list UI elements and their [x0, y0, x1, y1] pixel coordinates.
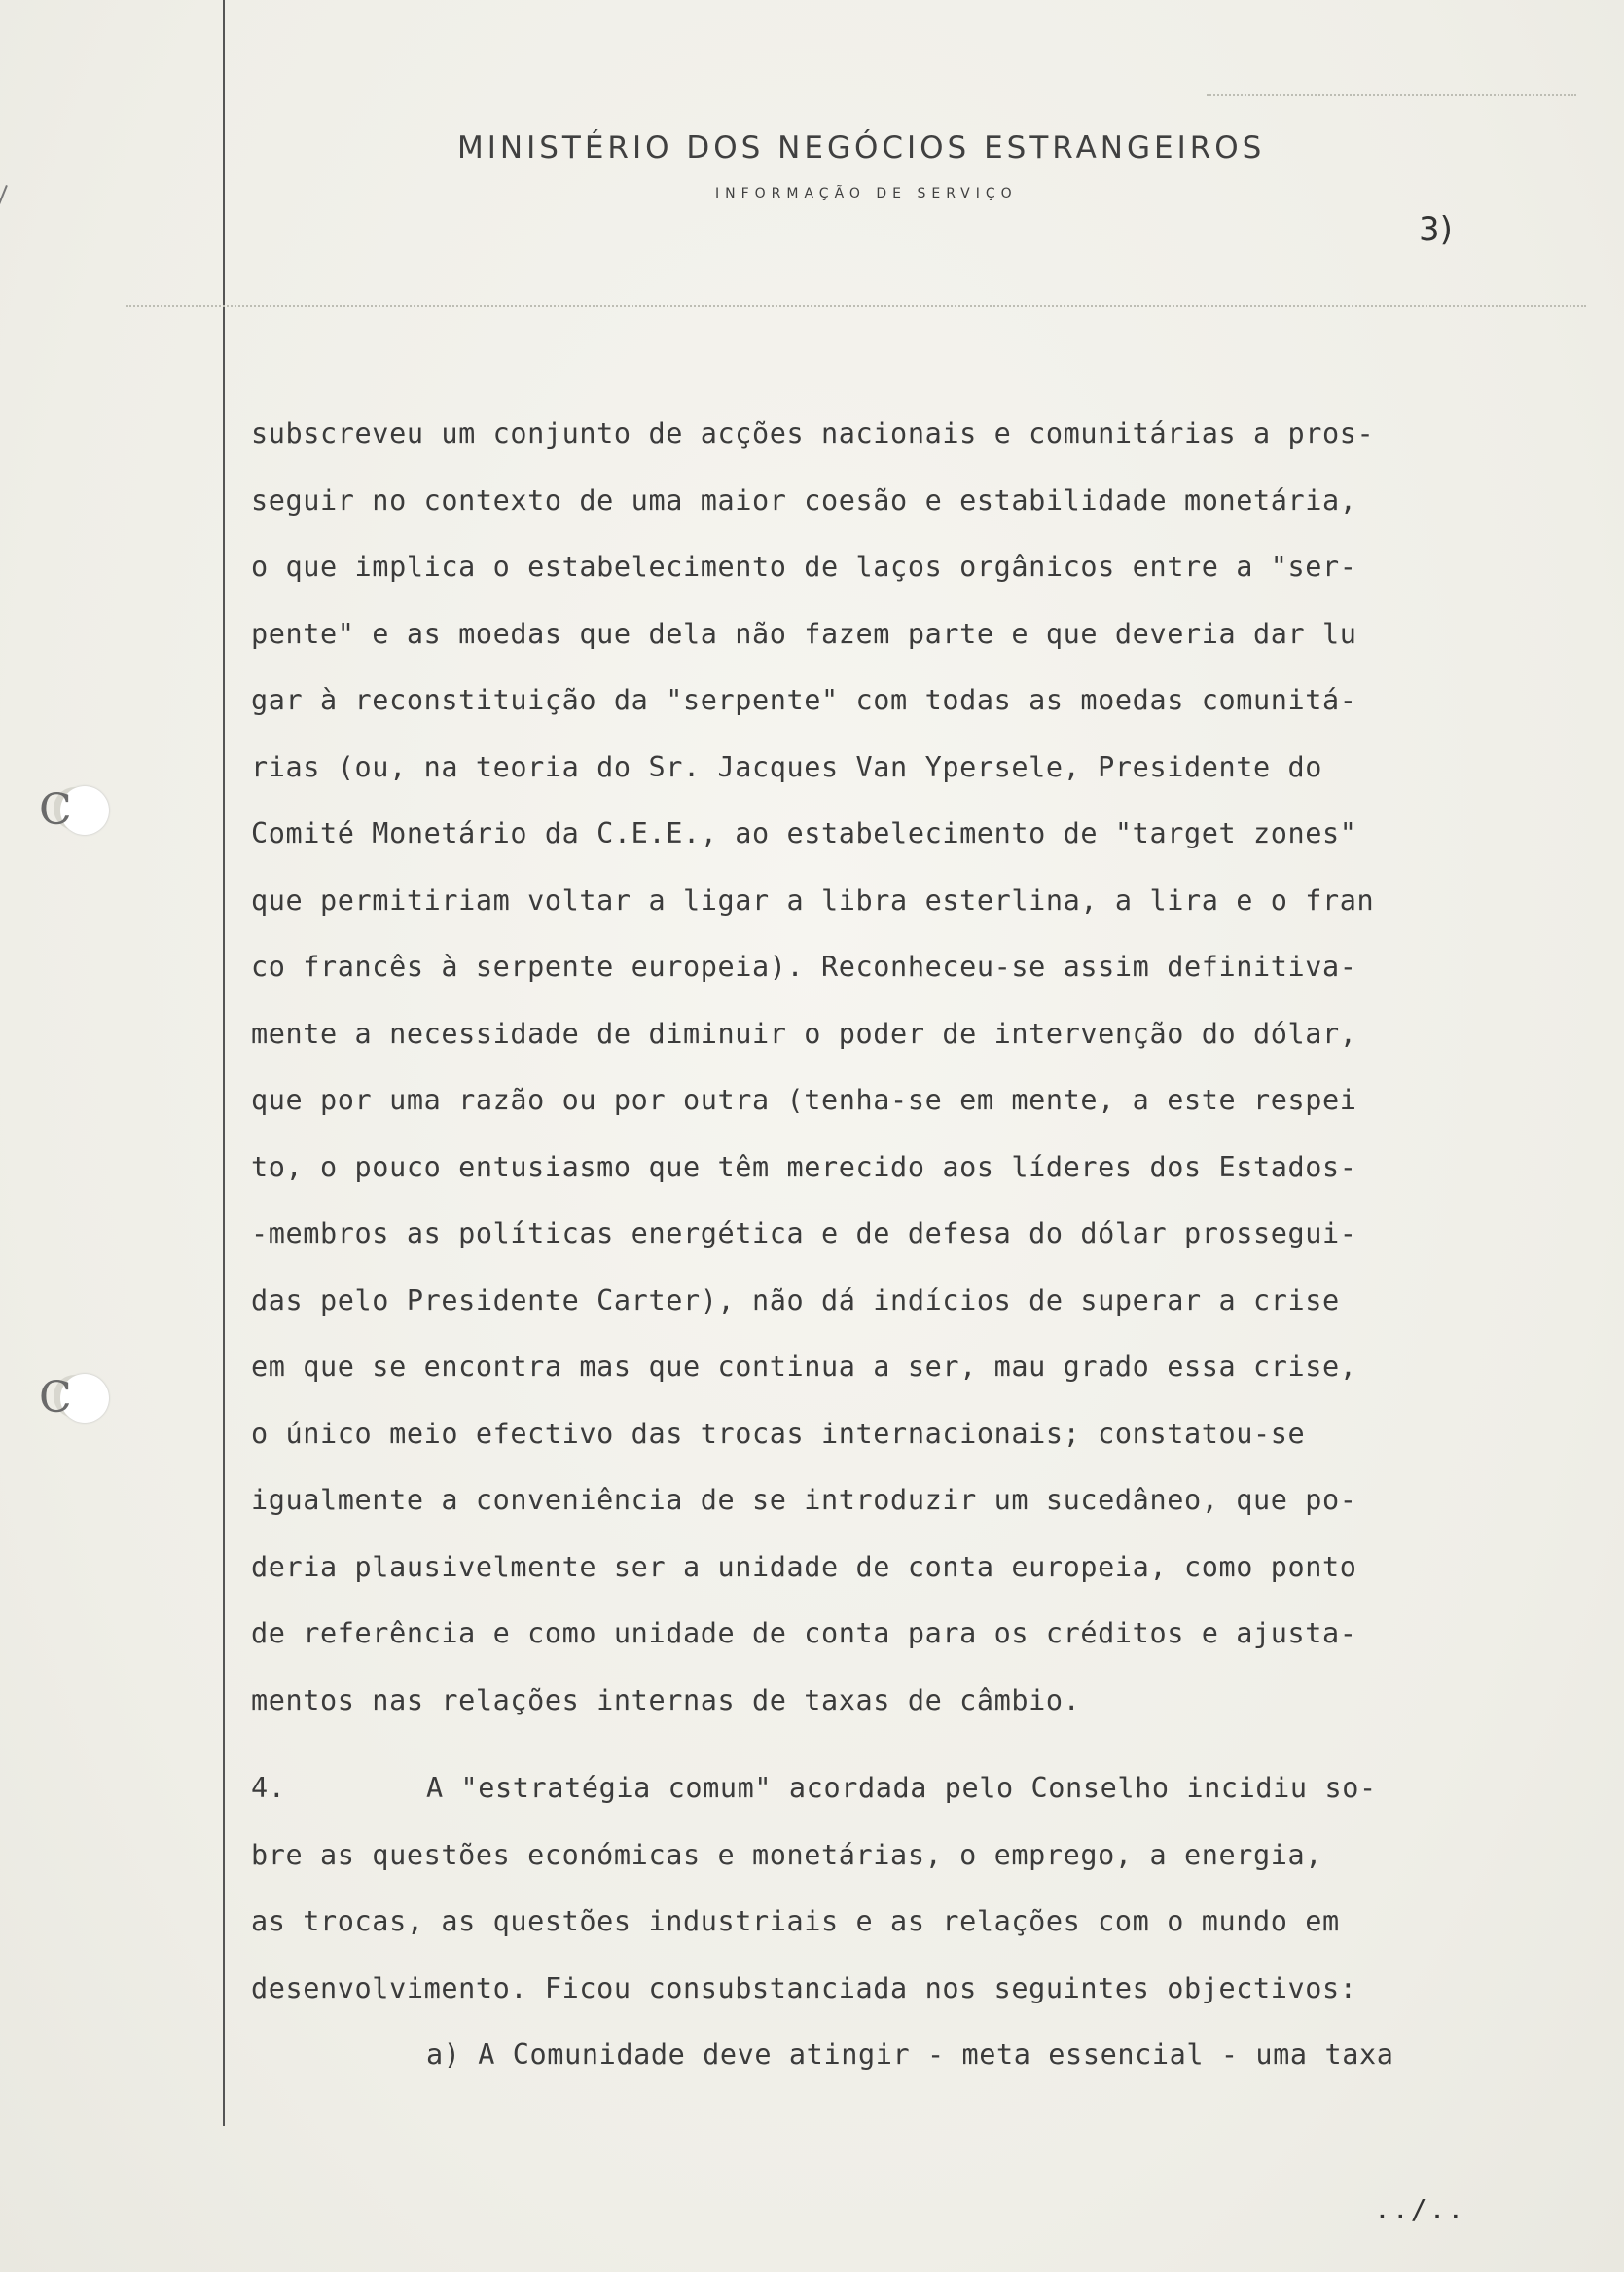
left-margin-rule: [223, 0, 225, 2126]
paragraph-number: 4.: [251, 1772, 286, 1804]
ministry-heading: MINISTÉRIO DOS NEGÓCIOS ESTRANGEIROS: [457, 130, 1266, 165]
text-line: em que se encontra mas que continua a ser, mau grado essa crise,: [251, 1351, 1357, 1383]
service-information-subtitle: INFORMAÇÃO DE SERVIÇO: [715, 186, 1018, 201]
pencil-margin-mark: [0, 185, 8, 294]
text-line: mente a necessidade de diminuir o poder de intervenção do dólar,: [251, 1017, 1357, 1050]
page-number: 3): [1419, 210, 1453, 249]
text-line: co francês à serpente europeia). Reconheceu-se assim definitiva-: [251, 951, 1357, 983]
text-line: que permitiriam voltar a ligar a libra esterlina, a lira e o fran: [251, 884, 1375, 917]
item-a-line: a) A Comunidade deve atingir - meta essencial - uma taxa: [426, 2038, 1394, 2071]
text-line: das pelo Presidente Carter), não dá indícios de superar a crise: [251, 1283, 1340, 1316]
text-line: desenvolvimento. Ficou consubstanciada nos seguintes objectivos:: [251, 1971, 1357, 2004]
text-line: de referência e como unidade de conta para os créditos e ajusta-: [251, 1617, 1357, 1649]
text-line: rias (ou, na teoria do Sr. Jacques Van Ypersele, Presidente do: [251, 750, 1323, 783]
paragraph-4-first-line: [251, 1755, 1584, 1822]
text-line: deria plausivelmente ser a unidade de conta europeia, como ponto: [251, 1550, 1357, 1583]
text-line: A "estratégia comum" acordada pelo Conselho incidiu so-: [426, 1772, 1377, 1804]
text-line: as trocas, as questões industriais e as relações com o mundo em: [251, 1905, 1340, 1937]
text-line: gar à reconstituição da "serpente" com todas as moedas comunitá-: [251, 684, 1357, 716]
body-text: [251, 401, 1584, 2089]
text-line: subscreveu um conjunto de acções nacionais e comunitárias a pros-: [251, 417, 1375, 450]
punch-hole-icon: C: [60, 1374, 109, 1423]
text-line: to, o pouco entusiasmo que têm merecido aos líderes dos Estados-: [251, 1150, 1357, 1183]
text-line: pente" e as moedas que dela não fazem parte e que deveria dar lu: [251, 617, 1357, 650]
text-line: o que implica o estabelecimento de laços orgânicos entre a "ser-: [251, 551, 1357, 583]
text-line: Comité Monetário da C.E.E., ao estabelecimento de "target zones": [251, 817, 1357, 849]
text-line: que por uma razão ou por outra (tenha-se em mente, a este respei: [251, 1084, 1357, 1116]
text-line: o único meio efectivo das trocas internacionais; constatou-se: [251, 1417, 1306, 1450]
punch-hole-icon: C: [60, 786, 109, 835]
top-dotted-rule: [1207, 94, 1576, 96]
text-line: mentos nas relações internas de taxas de câmbio.: [251, 1683, 1081, 1716]
header-separator: [126, 305, 1586, 307]
text-line: bre as questões económicas e monetárias, o emprego, a energia,: [251, 1838, 1323, 1871]
continuation-marker: ../..: [1374, 2193, 1466, 2225]
text-line: igualmente a conveniência de se introduzir um sucedâneo, que po-: [251, 1484, 1357, 1516]
text-line: -membros as políticas energética e de defesa do dólar prossegui-: [251, 1217, 1357, 1249]
text-line: seguir no contexto de uma maior coesão e estabilidade monetária,: [251, 484, 1357, 517]
